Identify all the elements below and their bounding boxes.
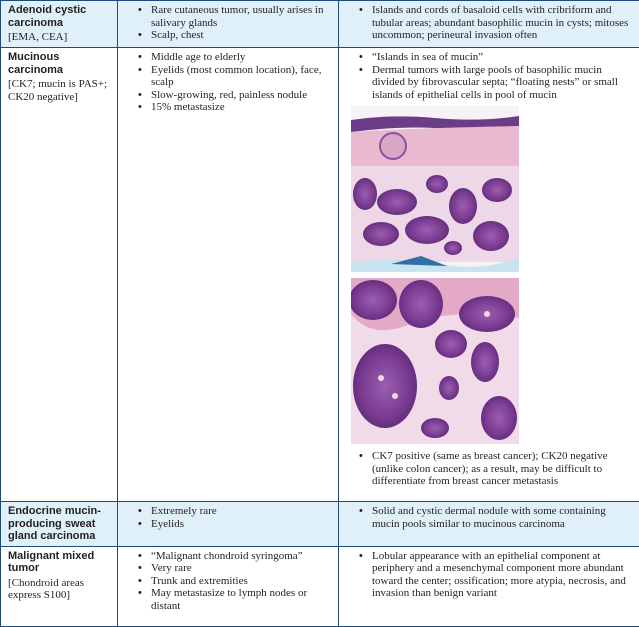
histology-list xyxy=(346,550,635,600)
tumor-name: Mucinous carcinoma xyxy=(8,51,113,76)
list-item: • CK7 positive (same as breast cancer); CK20 negative (unlike colon cancer); as a result, may be difficult to differentiate from breast cancer metastasis xyxy=(359,450,635,488)
clinical-cell xyxy=(118,48,339,502)
clinical-list xyxy=(125,505,334,530)
histology-list xyxy=(346,51,635,101)
histology-list-cont xyxy=(346,450,635,488)
micrograph-high-power xyxy=(351,278,519,444)
list-item: • Eyelids (most common location), face, scalp xyxy=(138,64,334,89)
stain-note: [EMA, CEA] xyxy=(8,31,113,44)
clinical-cell xyxy=(118,1,339,48)
tumor-name-cell xyxy=(1,48,118,502)
list-item: • Eyelids xyxy=(138,518,334,531)
histology-list xyxy=(346,505,635,530)
list-item: • Scalp, chest xyxy=(138,29,334,42)
clinical-list xyxy=(125,51,334,114)
list-item: • Solid and cystic dermal nodule with some containing mucin pools similar to mucinous carcinoma xyxy=(359,505,635,530)
tumor-name-cell xyxy=(1,502,118,547)
list-item: • “Malignant chondroid syringoma” xyxy=(138,550,334,563)
list-item: • Trunk and extremities xyxy=(138,575,334,588)
table-row xyxy=(1,1,639,48)
clinical-cell xyxy=(118,502,339,547)
list-item: • 15% metastasize xyxy=(138,101,334,114)
stain-note: [CK7; mucin is PAS+; CK20 negative] xyxy=(8,78,113,103)
clinical-list xyxy=(125,550,334,613)
list-item: • Islands and cords of basaloid cells with cribriform and tubular areas; abundant basophilic mucin in cysts; mitoses uncommon; perineural invasion often xyxy=(359,4,635,42)
list-item: • Very rare xyxy=(138,562,334,575)
stain-note: [Chondroid areas express S100] xyxy=(8,577,113,602)
list-item: • Dermal tumors with large pools of basophilic mucin divided by fibrovascular septa; “floating nests” or small islands of epithelial cells in pool of mucin xyxy=(359,64,635,102)
tumor-name: Malignant mixed tumor xyxy=(8,550,113,575)
histology-cell xyxy=(339,546,639,626)
list-item: • Rare cutaneous tumor, usually arises in salivary glands xyxy=(138,4,334,29)
histology-cell xyxy=(339,1,639,48)
clinical-list xyxy=(125,4,334,42)
tumor-name-cell xyxy=(1,546,118,626)
histology-cell xyxy=(339,502,639,547)
histology-cell xyxy=(339,48,639,502)
tumor-name: Adenoid cystic carcinoma xyxy=(8,4,113,29)
tumor-name: Endocrine mucin-producing sweat gland carcinoma xyxy=(8,505,113,543)
tumor-name-cell xyxy=(1,1,118,48)
list-item: • Middle age to elderly xyxy=(138,51,334,64)
clinical-cell xyxy=(118,546,339,626)
micrograph-low-power xyxy=(351,106,519,272)
list-item: • Slow-growing, red, painless nodule xyxy=(138,89,334,102)
table-row xyxy=(1,48,639,502)
table-row xyxy=(1,546,639,626)
list-item: • Lobular appearance with an epithelial component at periphery and a mesenchymal component more abundant toward the center; ossification; more atypia, necrosis, and invasion than benign variant xyxy=(359,550,635,600)
list-item: • May metastasize to lymph nodes or distant xyxy=(138,587,334,612)
list-item: • “Islands in sea of mucin” xyxy=(359,51,635,64)
list-item: • Extremely rare xyxy=(138,505,334,518)
table-row xyxy=(1,502,639,547)
histology-list xyxy=(346,4,635,42)
